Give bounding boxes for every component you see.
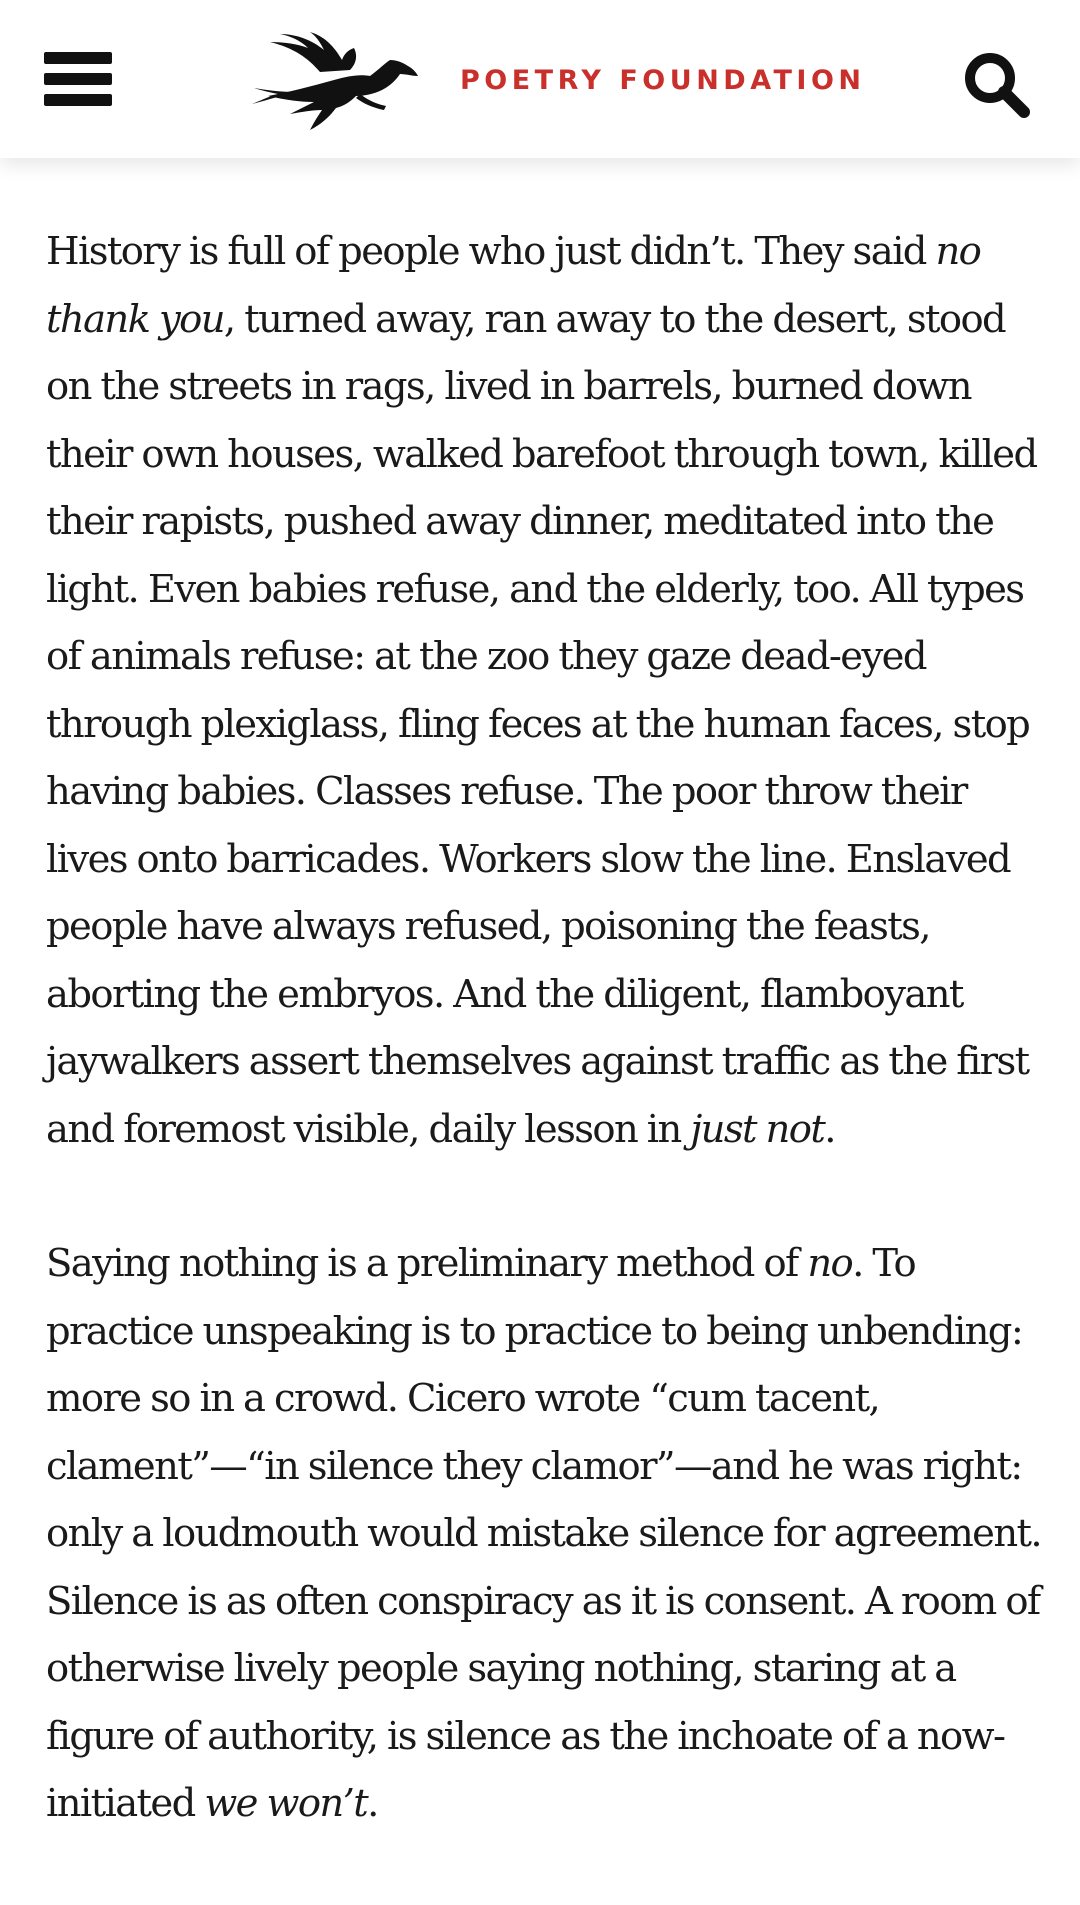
text-run: . bbox=[367, 1781, 378, 1826]
text-run: History is full of people who just didn’t. They said bbox=[46, 229, 936, 274]
italic-text: just not bbox=[690, 1106, 825, 1152]
article-paragraph bbox=[46, 218, 1046, 1163]
italic-text: no thank you bbox=[46, 229, 981, 342]
search-icon[interactable] bbox=[962, 50, 1032, 118]
menu-bar bbox=[44, 94, 112, 106]
text-run: . To practice unspeaking is to practice to being unbending: more so in a crowd. Cicero wrote “cum tacent, clament”—“in silence they clamor”—and he was right: only a loudmouth would mistake silence for agreement. Silence is as often conspiracy as it is consent. A room of otherwise lively people saying nothing, staring at a figure of authority, is silence as the inchoate of a now-initiated bbox=[46, 1241, 1042, 1826]
article-paragraph bbox=[46, 1230, 1046, 1838]
pegasus-icon bbox=[250, 30, 420, 130]
menu-bar bbox=[44, 52, 112, 64]
italic-text: we won’t bbox=[204, 1781, 368, 1826]
site-logo[interactable] bbox=[250, 28, 866, 132]
text-run: . bbox=[824, 1106, 835, 1152]
italic-text: no bbox=[807, 1241, 853, 1286]
text-run: Saying nothing is a preliminary method of bbox=[46, 1241, 808, 1286]
search-glyph bbox=[962, 50, 1032, 118]
article-body bbox=[46, 218, 1046, 1905]
hamburger-menu-icon[interactable] bbox=[44, 50, 112, 108]
text-run: , turned away, ran away to the desert, stood on the streets in rags, lived in barrels, burned down their own houses, walked barefoot through town, killed their rapists, pushed away dinner, meditated into the light. Even babies refuse, and the elderly, too. All types of animals refuse: at the zoo they gaze dead-eyed through plexiglass, fling feces at the human faces, stop having babies. Classes refuse. The poor throw their lives onto barricades. Workers slow the line. Enslaved people have always refused, poisoning the feasts, aborting the embryos. And the diligent, flamboyant jaywalkers assert themselves against traffic as the first and foremost visible, daily lesson in bbox=[46, 296, 1037, 1152]
menu-bar bbox=[44, 73, 112, 85]
logo-text: POETRY FOUNDATION bbox=[460, 64, 866, 96]
site-header bbox=[0, 0, 1080, 158]
